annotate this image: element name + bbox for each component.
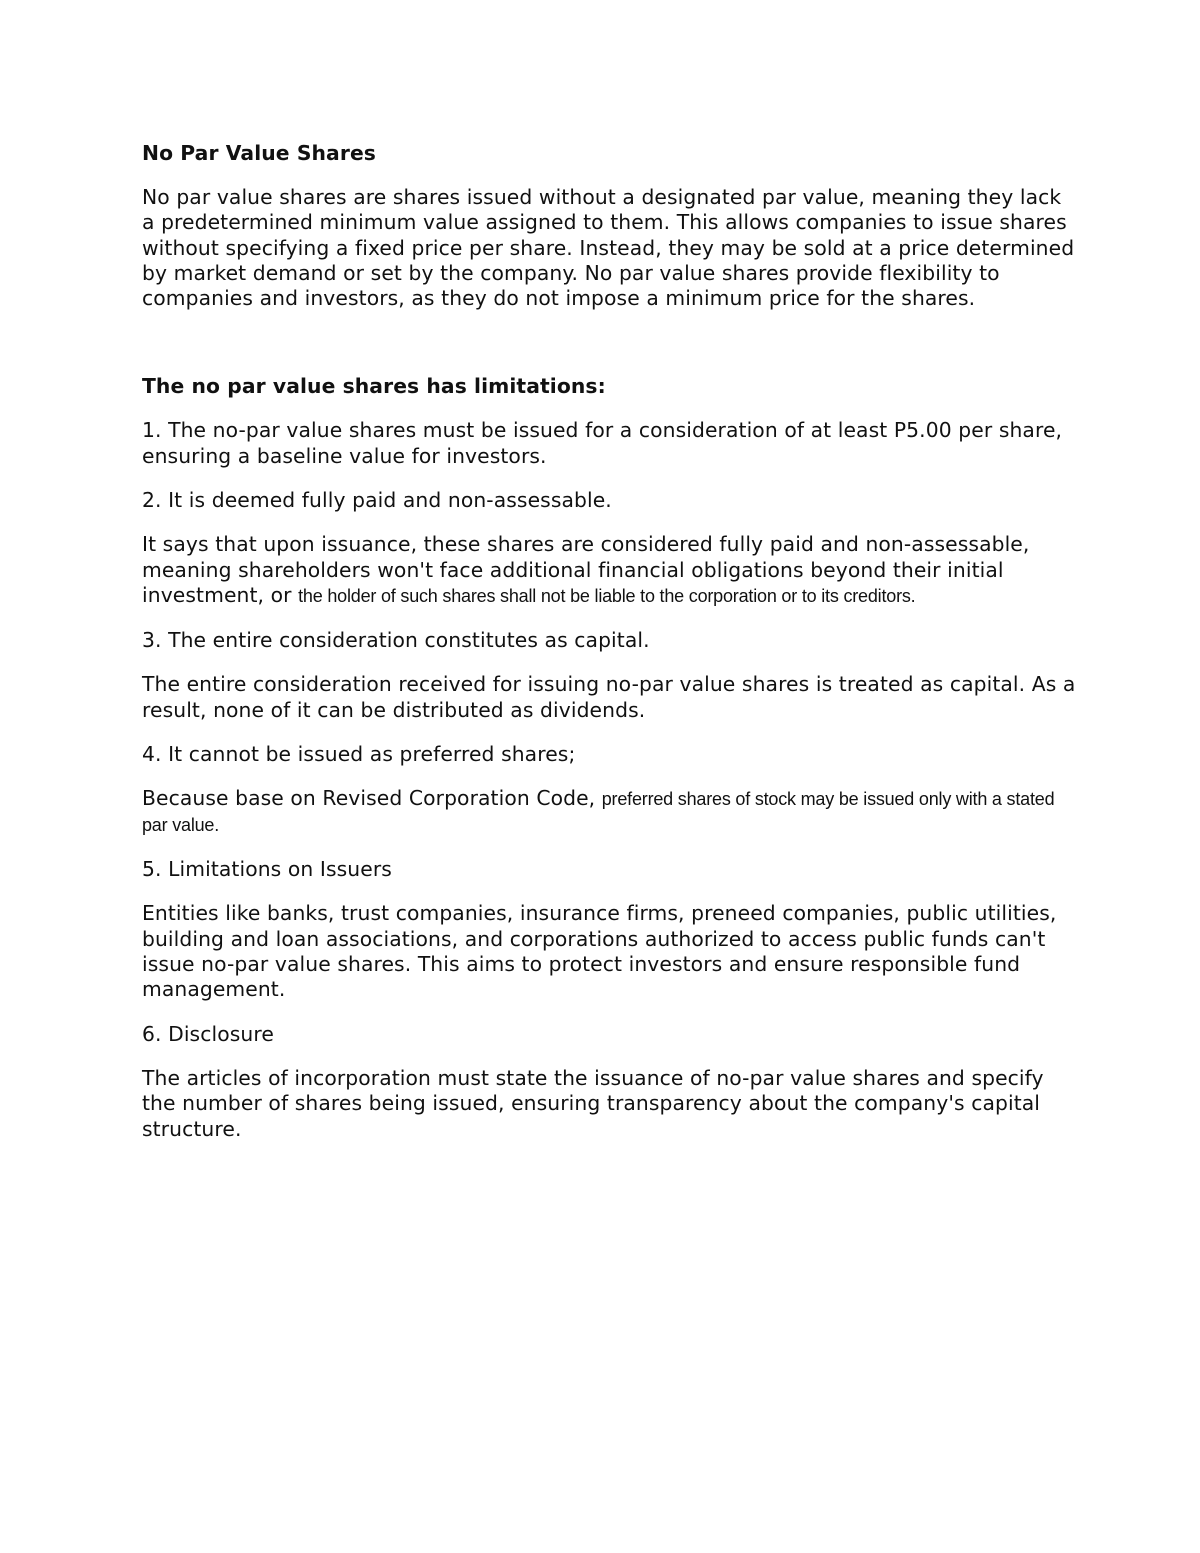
limitation-6-body: The articles of incorporation must state the issuance of no-par value shares and specify the number of shares being issued, ensuring transparency about the company's capital structure. [142,1065,1044,1141]
limitation-5-body: Entities like banks, trust companies, insurance firms, preneed companies, public utilities, building and loan associations, and corporations authorized to access public funds can't issue no-par value shares. This aims to protect investors and ensure responsible fund management. [142,901,1057,1002]
limitation-2-body-text: It says that upon issuance, these shares are considered fully paid and non-assessable, meaning shareholders won't face additional financial obligations beyond their initial investment, or [142,532,1030,607]
limitations-heading: The no par value shares has limitations: [142,374,606,399]
intro-paragraph: No par value shares are shares issued without a designated par value, meaning they lack a predetermined minimum value assigned to them. This allows companies to issue shares without specifying a fixed price per share. Instead, they may be sold at a price determined by market demand or set by the company. No par value shares provide flexibility to companies and investors, as they do not impose a minimum price for the shares. [142,185,1075,311]
document-body [142,141,1077,1161]
limitation-6-heading: 6. Disclosure [142,1021,274,1046]
document-title: No Par Value Shares [142,141,376,165]
limitation-5-heading: 5. Limitations on Issuers [142,857,392,882]
limitation-4-body-quote: preferred shares of stock may be issued only with a stated par value. [142,789,1055,836]
limitation-3-body: The entire consideration received for issuing no-par value shares is treated as capital. As a result, none of it can be distributed as dividends. [142,672,1076,722]
limitation-1-heading: 1. The no-par value shares must be issued for a consideration of at least P5.00 per share, ensuring a baseline value for investors. [142,418,1063,468]
limitation-3-heading: 3. The entire consideration constitutes as capital. [142,627,650,652]
limitation-4-heading: 4. It cannot be issued as preferred shares; [142,741,576,766]
limitation-2-body-quote: the holder of such shares shall not be liable to the corporation or to its creditors. [298,585,916,606]
limitation-2-body [142,532,1077,609]
limitation-4-body-text: Because base on Revised Corporation Code, [142,786,602,811]
limitation-4-body [142,786,1077,838]
limitation-2-heading: 2. It is deemed fully paid and non-assessable. [142,488,612,513]
